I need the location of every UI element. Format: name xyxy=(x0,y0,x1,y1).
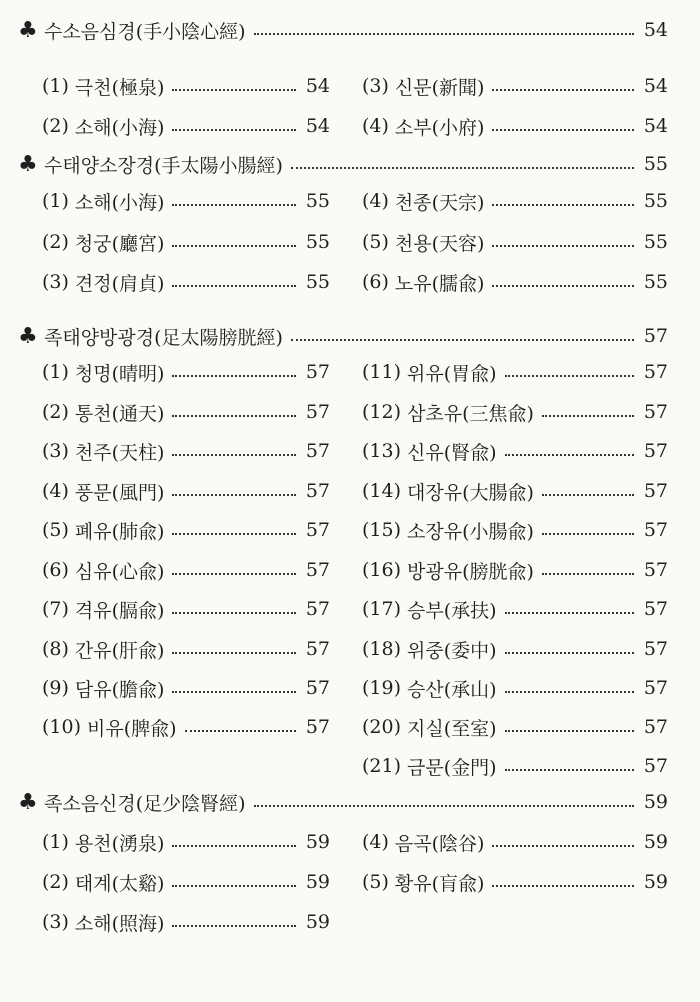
entry-name: 소장유(小腸兪) xyxy=(407,520,534,543)
entry-page-number: 57 xyxy=(643,559,668,581)
entry-page-number: 59 xyxy=(305,911,330,933)
entry-name: 신문(新聞) xyxy=(394,76,485,99)
dot-leader xyxy=(172,612,296,614)
entry-page-number: 57 xyxy=(305,716,330,738)
toc-entry[interactable] xyxy=(362,267,668,297)
entry-name: 방광유(膀胱兪) xyxy=(407,560,534,583)
entry-number: (13) xyxy=(362,440,402,462)
dot-leader xyxy=(172,691,296,693)
section-header xyxy=(18,149,668,179)
dot-leader xyxy=(505,691,634,693)
section-header xyxy=(18,15,668,45)
toc-entry[interactable] xyxy=(42,907,330,937)
toc-entry[interactable] xyxy=(362,436,668,466)
dot-leader xyxy=(172,415,296,417)
entry-number: (19) xyxy=(362,677,402,699)
dot-leader xyxy=(542,573,634,575)
dot-leader xyxy=(172,573,296,575)
entry-page-number: 55 xyxy=(643,190,668,212)
entry-name: 극천(極泉) xyxy=(74,76,165,99)
entry-number: (6) xyxy=(42,559,69,581)
toc-entry[interactable] xyxy=(42,186,330,216)
entry-page-number: 59 xyxy=(643,831,668,853)
entry-name: 천종(天宗) xyxy=(394,191,485,214)
entry-page-number: 59 xyxy=(305,871,330,893)
entry-name: 소해(照海) xyxy=(74,912,165,935)
entry-name: 대장유(大腸兪) xyxy=(407,481,534,504)
entry-number: (2) xyxy=(42,401,69,423)
section-title: 족태양방광경(足太陽膀胱經) xyxy=(44,326,283,349)
toc-entry[interactable] xyxy=(362,673,668,703)
entry-number: (16) xyxy=(362,559,402,581)
entry-page-number: 57 xyxy=(643,598,668,620)
entry-number: (6) xyxy=(362,271,389,293)
toc-entry[interactable] xyxy=(42,594,330,624)
entry-number: (10) xyxy=(42,716,82,738)
entry-page-number: 57 xyxy=(643,519,668,541)
entry-number: (2) xyxy=(42,871,69,893)
dot-leader xyxy=(172,245,296,247)
entry-number: (2) xyxy=(42,115,69,137)
entry-name: 천주(天柱) xyxy=(74,441,165,464)
entry-number: (4) xyxy=(362,190,389,212)
entry-number: (9) xyxy=(42,677,69,699)
toc-entry[interactable] xyxy=(42,227,330,257)
toc-entry[interactable] xyxy=(362,555,668,585)
entry-page-number: 57 xyxy=(305,559,330,581)
toc-entry[interactable] xyxy=(42,867,330,897)
entry-name: 삼초유(三焦兪) xyxy=(407,402,534,425)
entry-number: (12) xyxy=(362,401,402,423)
entry-number: (4) xyxy=(362,831,389,853)
entry-number: (1) xyxy=(42,75,69,97)
dot-leader xyxy=(172,454,296,456)
dot-leader xyxy=(172,885,296,887)
toc-entry[interactable] xyxy=(362,634,668,664)
section-title: 수태양소장경(手太陽小腸經) xyxy=(44,154,283,177)
club-icon: ♣ xyxy=(18,789,38,815)
entry-number: (3) xyxy=(42,440,69,462)
dot-leader xyxy=(172,285,296,287)
toc-entry[interactable] xyxy=(362,594,668,624)
toc-entry[interactable] xyxy=(42,673,330,703)
entry-name: 신유(腎兪) xyxy=(407,441,497,464)
toc-entry[interactable] xyxy=(42,515,330,545)
dot-leader xyxy=(505,769,634,771)
dot-leader xyxy=(505,730,634,732)
entry-number: (18) xyxy=(362,638,402,660)
dot-leader xyxy=(492,89,634,91)
club-icon: ♣ xyxy=(18,151,38,177)
toc-entry[interactable] xyxy=(42,111,330,141)
entry-page-number: 54 xyxy=(305,75,330,97)
entry-page-number: 57 xyxy=(305,677,330,699)
toc-entry[interactable] xyxy=(42,827,330,857)
entry-number: (1) xyxy=(42,831,69,853)
dot-leader xyxy=(254,805,634,807)
entry-name: 격유(膈兪) xyxy=(74,599,165,622)
entry-page-number: 59 xyxy=(305,831,330,853)
entry-page-number: 54 xyxy=(643,115,668,137)
entry-page-number: 57 xyxy=(643,755,668,777)
entry-name: 위중(委中) xyxy=(407,639,497,662)
toc-entry[interactable] xyxy=(42,71,330,101)
dot-leader xyxy=(291,167,634,169)
dot-leader xyxy=(542,415,634,417)
entry-name: 승산(承山) xyxy=(407,678,497,701)
entry-name: 폐유(肺兪) xyxy=(74,520,165,543)
entry-page-number: 59 xyxy=(643,871,668,893)
section-header xyxy=(18,321,668,351)
entry-page-number: 54 xyxy=(643,75,668,97)
entry-name: 청궁(廳宮) xyxy=(74,232,165,255)
entry-number: (3) xyxy=(42,271,69,293)
dot-leader xyxy=(291,339,634,341)
entry-page-number: 55 xyxy=(305,271,330,293)
entry-number: (14) xyxy=(362,480,402,502)
section-page-number: 54 xyxy=(643,19,668,41)
entry-page-number: 57 xyxy=(643,440,668,462)
dot-leader xyxy=(185,730,296,732)
entry-page-number: 57 xyxy=(305,480,330,502)
toc-entry[interactable] xyxy=(362,357,668,387)
section-page-number: 59 xyxy=(643,791,668,813)
entry-name: 간유(肝兪) xyxy=(74,639,165,662)
toc-entry[interactable] xyxy=(362,186,668,216)
club-icon: ♣ xyxy=(18,17,38,43)
dot-leader xyxy=(172,89,296,91)
entry-name: 승부(承扶) xyxy=(407,599,497,622)
section-title: 수소음심경(手小陰心經) xyxy=(44,20,246,43)
entry-name: 지실(至室) xyxy=(407,717,497,740)
dot-leader xyxy=(505,612,634,614)
toc-entry[interactable] xyxy=(362,827,668,857)
entry-number: (5) xyxy=(362,231,389,253)
entry-name: 황유(肓兪) xyxy=(394,872,485,895)
entry-name: 비유(脾兪) xyxy=(87,717,177,740)
section-page-number: 55 xyxy=(643,153,668,175)
toc-entry[interactable] xyxy=(362,867,668,897)
dot-leader xyxy=(542,533,634,535)
dot-leader xyxy=(492,885,634,887)
dot-leader xyxy=(172,925,296,927)
entry-number: (20) xyxy=(362,716,402,738)
entry-number: (5) xyxy=(42,519,69,541)
dot-leader xyxy=(492,845,634,847)
entry-name: 견정(肩貞) xyxy=(74,272,165,295)
entry-number: (17) xyxy=(362,598,402,620)
entry-name: 소해(小海) xyxy=(74,191,165,214)
entry-page-number: 57 xyxy=(643,716,668,738)
club-icon: ♣ xyxy=(18,323,38,349)
section-page-number: 57 xyxy=(643,325,668,347)
entry-name: 노유(臑兪) xyxy=(394,272,485,295)
entry-name: 담유(膽兪) xyxy=(74,678,165,701)
section-title: 족소음신경(足少陰腎經) xyxy=(44,792,246,815)
entry-page-number: 57 xyxy=(305,440,330,462)
dot-leader xyxy=(492,245,634,247)
entry-number: (21) xyxy=(362,755,402,777)
dot-leader xyxy=(505,652,634,654)
entry-name: 금문(金門) xyxy=(407,756,497,779)
entry-name: 위유(胃兪) xyxy=(407,362,497,385)
toc-entry[interactable] xyxy=(362,476,668,506)
entry-name: 통천(通天) xyxy=(74,402,165,425)
entry-page-number: 55 xyxy=(305,231,330,253)
entry-page-number: 54 xyxy=(305,115,330,137)
entry-page-number: 57 xyxy=(643,401,668,423)
entry-name: 풍문(風門) xyxy=(74,481,165,504)
dot-leader xyxy=(172,494,296,496)
section-header xyxy=(18,787,668,817)
entry-page-number: 57 xyxy=(643,638,668,660)
entry-name: 심유(心兪) xyxy=(74,560,165,583)
entry-page-number: 57 xyxy=(643,361,668,383)
toc-entry[interactable] xyxy=(42,476,330,506)
toc-entry[interactable] xyxy=(42,555,330,585)
entry-number: (1) xyxy=(42,190,69,212)
entry-number: (3) xyxy=(42,911,69,933)
dot-leader xyxy=(172,533,296,535)
toc-entry[interactable] xyxy=(42,634,330,664)
toc-entry[interactable] xyxy=(362,397,668,427)
toc-entry[interactable] xyxy=(362,712,668,742)
entry-page-number: 57 xyxy=(643,480,668,502)
dot-leader xyxy=(172,652,296,654)
dot-leader xyxy=(172,845,296,847)
entry-name: 태계(太谿) xyxy=(74,872,165,895)
toc-entry[interactable] xyxy=(42,436,330,466)
entry-number: (4) xyxy=(42,480,69,502)
entry-number: (7) xyxy=(42,598,69,620)
entry-number: (3) xyxy=(362,75,389,97)
entry-number: (11) xyxy=(362,361,402,383)
entry-page-number: 55 xyxy=(305,190,330,212)
dot-leader xyxy=(492,285,634,287)
toc-entry[interactable] xyxy=(362,515,668,545)
dot-leader xyxy=(542,494,634,496)
entry-page-number: 55 xyxy=(643,271,668,293)
toc-entry[interactable] xyxy=(42,712,330,742)
dot-leader xyxy=(254,33,634,35)
entry-page-number: 57 xyxy=(305,638,330,660)
entry-name: 천용(天容) xyxy=(394,232,485,255)
entry-number: (15) xyxy=(362,519,402,541)
entry-page-number: 57 xyxy=(305,401,330,423)
entry-name: 음곡(陰谷) xyxy=(394,832,485,855)
entry-number: (5) xyxy=(362,871,389,893)
toc-entry[interactable] xyxy=(362,111,668,141)
entry-page-number: 55 xyxy=(643,231,668,253)
dot-leader xyxy=(172,129,296,131)
entry-page-number: 57 xyxy=(305,598,330,620)
toc-entry[interactable] xyxy=(362,751,668,781)
toc-entry[interactable] xyxy=(42,397,330,427)
toc-entry[interactable] xyxy=(42,357,330,387)
dot-leader xyxy=(492,204,634,206)
toc-entry[interactable] xyxy=(362,71,668,101)
entry-page-number: 57 xyxy=(643,677,668,699)
entry-name: 청명(晴明) xyxy=(74,362,165,385)
toc-entry[interactable] xyxy=(362,227,668,257)
dot-leader xyxy=(505,454,634,456)
entry-number: (4) xyxy=(362,115,389,137)
entry-page-number: 57 xyxy=(305,361,330,383)
dot-leader xyxy=(172,204,296,206)
entry-page-number: 57 xyxy=(305,519,330,541)
toc-entry[interactable] xyxy=(42,267,330,297)
entry-number: (2) xyxy=(42,231,69,253)
dot-leader xyxy=(505,375,634,377)
entry-number: (1) xyxy=(42,361,69,383)
entry-name: 소부(小府) xyxy=(394,116,485,139)
entry-name: 소해(小海) xyxy=(74,116,165,139)
entry-name: 용천(湧泉) xyxy=(74,832,165,855)
dot-leader xyxy=(492,129,634,131)
entry-number: (8) xyxy=(42,638,69,660)
dot-leader xyxy=(172,375,296,377)
